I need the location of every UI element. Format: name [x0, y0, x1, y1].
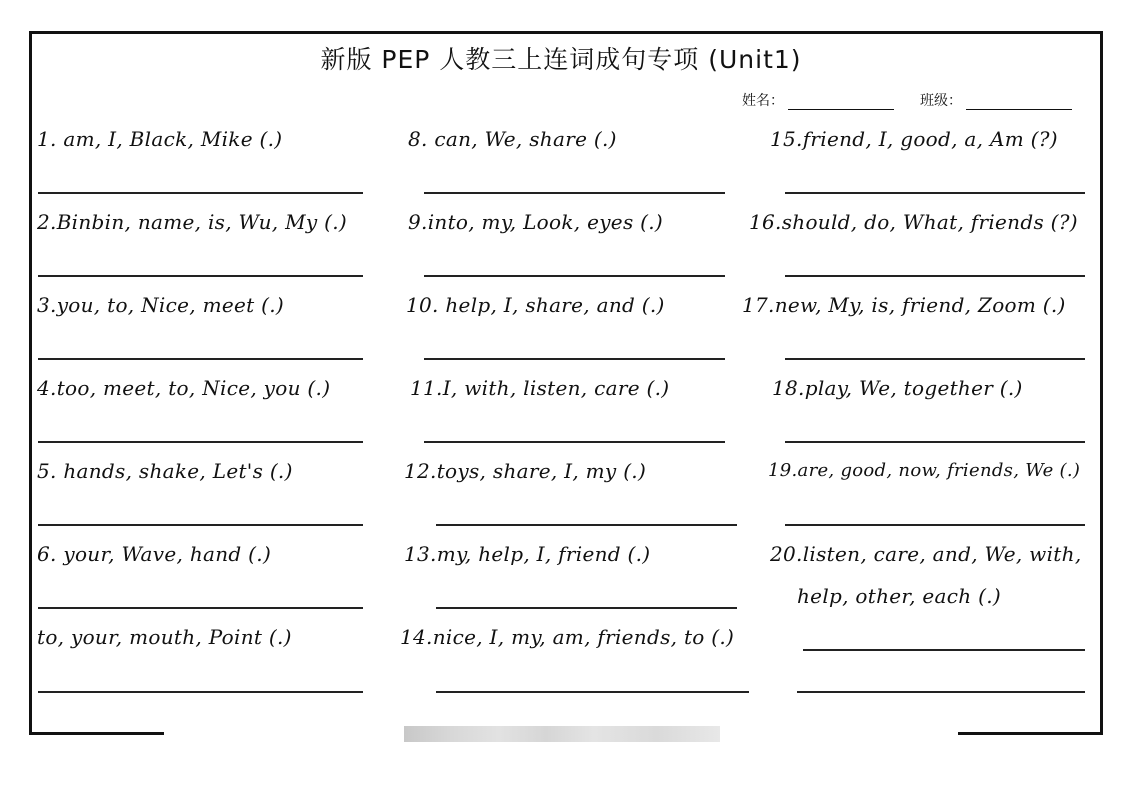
question-16: 16.should, do, What, friends (?) — [749, 210, 1078, 234]
blurred-watermark — [404, 726, 720, 742]
answer-line-4[interactable] — [38, 441, 363, 443]
answer-line-3[interactable] — [38, 358, 363, 360]
worksheet-title: 新版 PEP 人教三上连词成句专项 (Unit1) — [320, 45, 802, 74]
question-15: 15.friend, I, good, a, Am (?) — [770, 127, 1058, 151]
question-1: 1. am, I, Black, Mike (.) — [37, 127, 283, 151]
page-border-bottom-right — [958, 732, 1103, 735]
page-border-right — [1100, 31, 1103, 735]
question-3: 3.you, to, Nice, meet (.) — [37, 293, 284, 317]
page-border-top — [29, 31, 1103, 34]
answer-line-1[interactable] — [38, 192, 363, 194]
question-6: 6. your, Wave, hand (.) — [37, 542, 272, 566]
answer-line-20b[interactable] — [797, 691, 1085, 693]
name-label: 姓名： — [742, 93, 784, 109]
answer-line-11[interactable] — [424, 441, 725, 443]
question-8: 8. can, We, share (.) — [408, 127, 617, 151]
question-20-continued: help, other, each (.) — [797, 584, 1001, 608]
page-border-left — [29, 31, 32, 735]
answer-line-8[interactable] — [424, 192, 725, 194]
answer-line-19[interactable] — [785, 524, 1085, 526]
question-7: to, your, mouth, Point (.) — [37, 625, 292, 649]
answer-line-5[interactable] — [38, 524, 363, 526]
question-2: 2.Binbin, name, is, Wu, My (.) — [37, 210, 347, 234]
answer-line-6[interactable] — [38, 607, 363, 609]
class-info — [920, 90, 1072, 110]
question-10: 10. help, I, share, and (.) — [406, 293, 665, 317]
question-20: 20.listen, care, and, We, with, — [770, 542, 1082, 566]
class-field[interactable] — [966, 95, 1072, 110]
answer-line-15[interactable] — [785, 192, 1085, 194]
question-17: 17.new, My, is, friend, Zoom (.) — [742, 293, 1066, 317]
question-5: 5. hands, shake, Let's (.) — [37, 459, 293, 483]
answer-line-20a[interactable] — [803, 649, 1085, 651]
answer-line-9[interactable] — [424, 275, 725, 277]
question-19: 19.are, good, now, friends, We (.) — [768, 460, 1081, 481]
answer-line-10[interactable] — [424, 358, 725, 360]
answer-line-7[interactable] — [38, 691, 363, 693]
question-14: 14.nice, I, my, am, friends, to (.) — [400, 625, 735, 649]
question-18: 18.play, We, together (.) — [772, 376, 1023, 400]
name-field[interactable] — [788, 95, 894, 110]
answer-line-13[interactable] — [436, 607, 737, 609]
page-border-bottom-left — [29, 732, 164, 735]
question-9: 9.into, my, Look, eyes (.) — [408, 210, 664, 234]
answer-line-14[interactable] — [436, 691, 749, 693]
student-info — [742, 90, 894, 110]
answer-line-12[interactable] — [436, 524, 737, 526]
class-label: 班级： — [920, 93, 962, 109]
question-13: 13.my, help, I, friend (.) — [404, 542, 651, 566]
answer-line-18[interactable] — [785, 441, 1085, 443]
question-4: 4.too, meet, to, Nice, you (.) — [37, 376, 331, 400]
answer-line-17[interactable] — [785, 358, 1085, 360]
answer-line-16[interactable] — [785, 275, 1085, 277]
answer-line-2[interactable] — [38, 275, 363, 277]
question-12: 12.toys, share, I, my (.) — [404, 459, 647, 483]
question-11: 11.I, with, listen, care (.) — [410, 376, 670, 400]
